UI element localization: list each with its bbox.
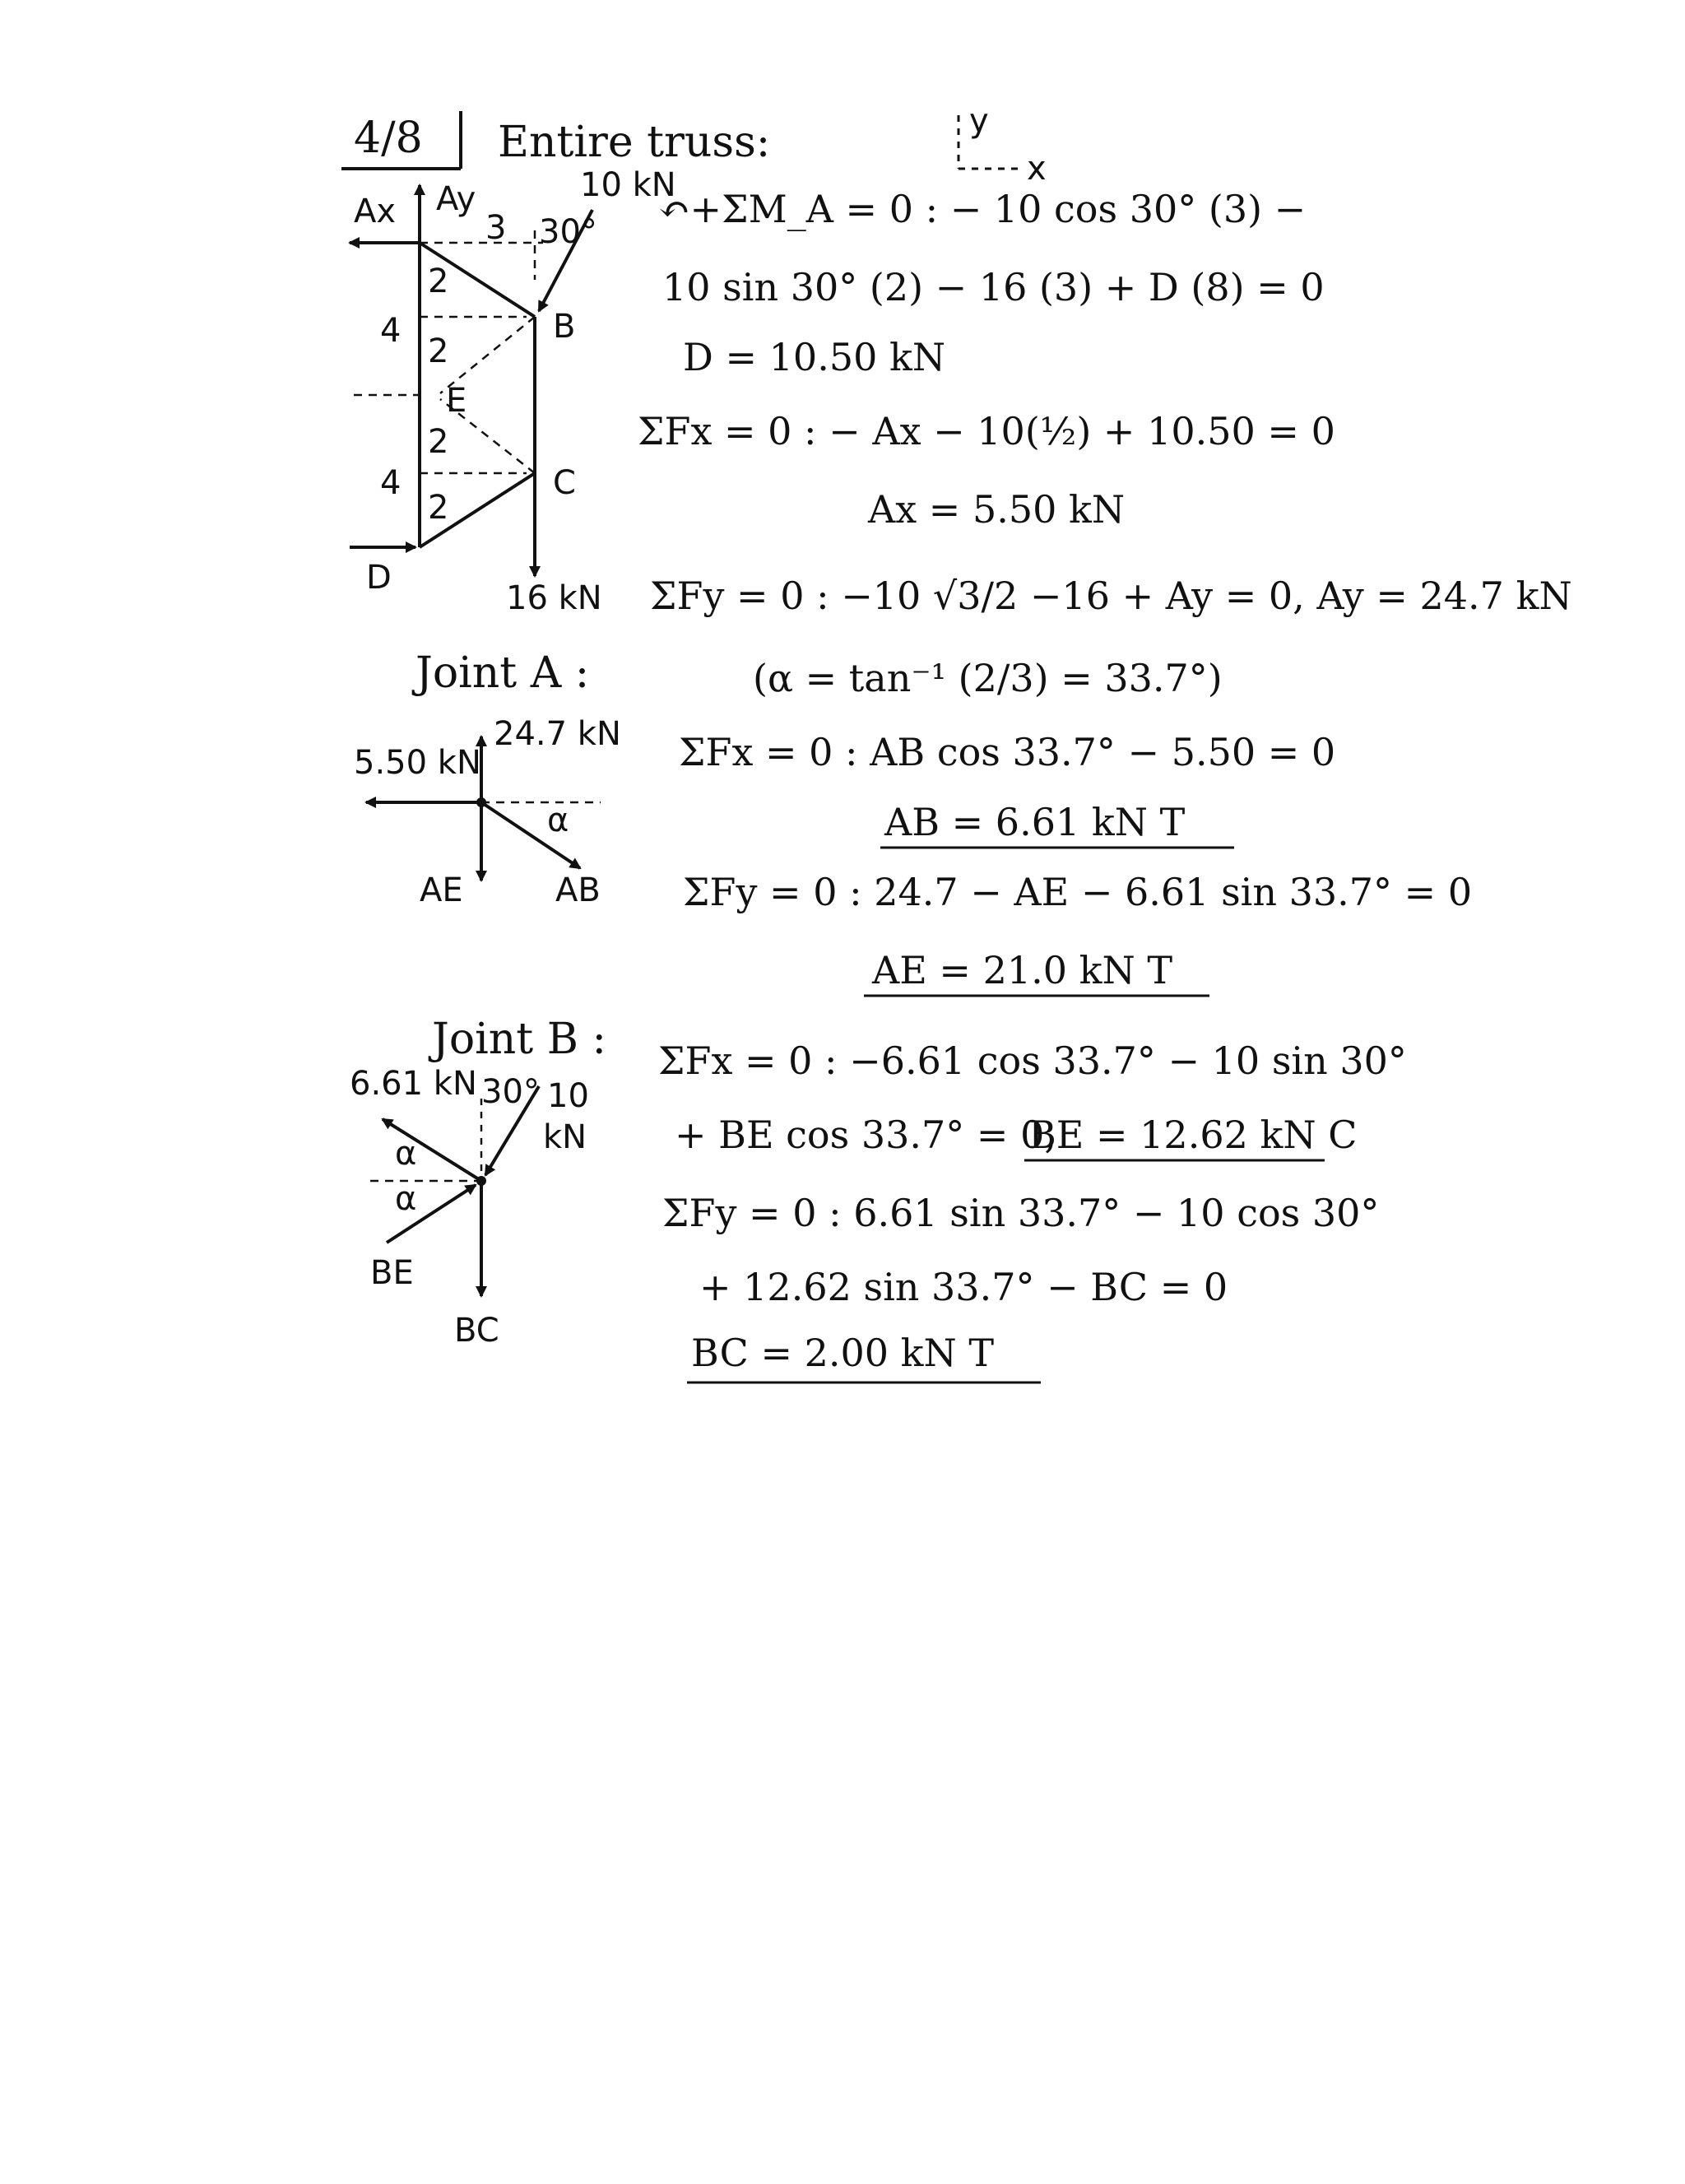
label-dim-2-c: 2: [428, 423, 449, 461]
joint-b-equation-fx-line1: ΣFx = 0 : −6.61 cos 33.7° − 10 sin 30°: [658, 1039, 1407, 1083]
equation-sum-fy: ΣFy = 0 : −10 √3/2 −16 + Ay = 0, Ay = 24.7 kN: [650, 574, 1572, 618]
joint-b-label-be: BE: [370, 1254, 414, 1292]
joint-a-equation-fx: ΣFx = 0 : AB cos 33.7° − 5.50 = 0: [679, 730, 1336, 774]
joint-b-label-10: 10: [547, 1077, 589, 1115]
label-node-b: B: [553, 308, 576, 346]
joint-b-label-kn: kN: [543, 1118, 587, 1156]
axes-icon: [959, 115, 1020, 169]
joint-a-label-247: 24.7 kN: [494, 715, 621, 753]
label-load-10kn: 10 kN: [580, 166, 676, 204]
joint-b-label-alpha-bottom: α: [395, 1180, 417, 1218]
label-dim-2-a: 2: [428, 263, 449, 300]
joint-b-label-30: 30°: [481, 1073, 540, 1111]
equation-moment-a-line2: 10 sin 30° (2) − 16 (3) + D (8) = 0: [662, 265, 1325, 309]
label-load-16kn: 16 kN: [506, 579, 602, 617]
label-node-e: E: [446, 382, 467, 420]
label-node-d: D: [366, 559, 392, 597]
result-ax: Ax = 5.50 kN: [868, 487, 1126, 532]
joint-b-equation-fy-line1: ΣFy = 0 : 6.61 sin 33.7° − 10 cos 30°: [662, 1191, 1380, 1235]
label-ax: Ax: [354, 193, 397, 230]
result-ab: AB = 6.61 kN T: [884, 800, 1186, 844]
joint-a-label-550: 5.50 kN: [354, 744, 481, 782]
result-bc: BC = 2.00 kN T: [691, 1331, 995, 1375]
label-dim-4-top: 4: [380, 312, 402, 350]
label-dim-3: 3: [485, 209, 507, 247]
joint-a-equation-fy: ΣFy = 0 : 24.7 − AE − 6.61 sin 33.7° = 0: [683, 870, 1473, 914]
result-ae: AE = 21.0 kN T: [872, 948, 1173, 992]
problem-number: 4/8: [354, 114, 423, 163]
joint-a-label-alpha: α: [547, 802, 569, 839]
section-title-joint-b: Joint B :: [432, 1015, 606, 1064]
axis-y-label: y: [969, 102, 989, 140]
label-node-c: C: [553, 464, 576, 502]
axis-x-label: x: [1027, 150, 1047, 188]
section-title-joint-a: Joint A :: [415, 648, 590, 698]
section-title-entire-truss: Entire truss:: [498, 118, 771, 167]
joint-a-label-ab: AB: [555, 871, 601, 909]
label-dim-4-bottom: 4: [380, 464, 402, 502]
label-dim-2-d: 2: [428, 489, 449, 527]
label-dim-2-b: 2: [428, 332, 449, 370]
label-angle-30: 30°: [539, 213, 597, 251]
joint-b-label-alpha-top: α: [395, 1135, 417, 1173]
equation-moment-a-line1: ↶+ΣM_A = 0 : − 10 cos 30° (3) −: [658, 187, 1307, 231]
joint-b-label-661: 6.61 kN: [350, 1065, 477, 1103]
joint-b-equation-fx-line2: + BE cos 33.7° = 0,: [675, 1113, 1056, 1157]
result-d: D = 10.50 kN: [683, 335, 946, 379]
result-be: BE = 12.62 kN C: [1028, 1113, 1358, 1157]
alpha-definition: (α = tan⁻¹ (2/3) = 33.7°): [753, 656, 1223, 700]
joint-b-equation-fy-line2: + 12.62 sin 33.7° − BC = 0: [699, 1265, 1228, 1309]
label-ay: Ay: [436, 180, 476, 218]
equation-sum-fx: ΣFx = 0 : − Ax − 10(½) + 10.50 = 0: [638, 409, 1335, 453]
joint-a-label-ae: AE: [420, 871, 463, 909]
joint-b-label-bc: BC: [454, 1312, 499, 1350]
